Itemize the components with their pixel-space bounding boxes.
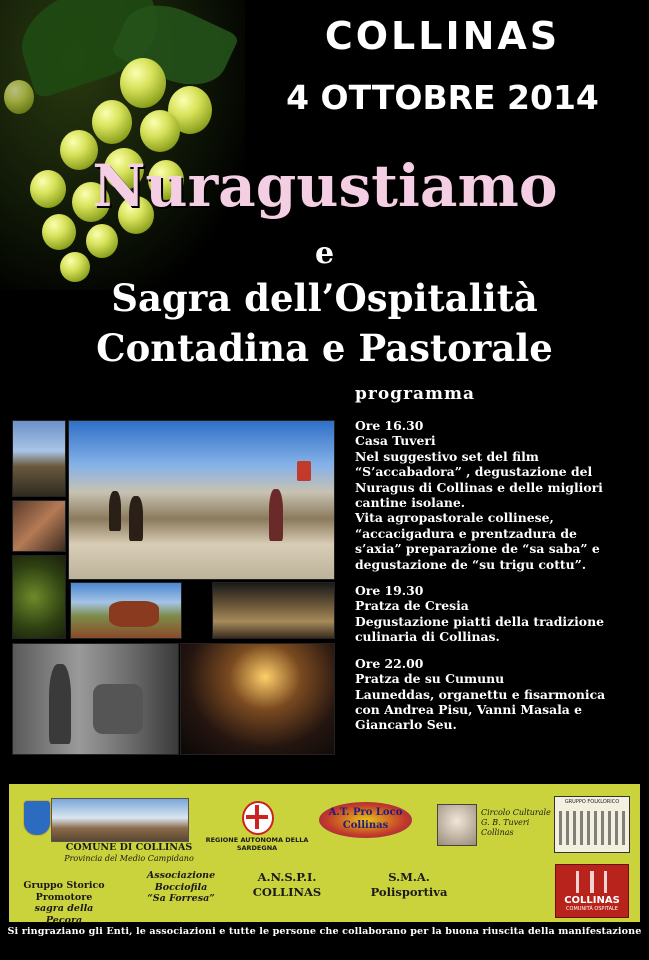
oxen-photo xyxy=(70,582,182,639)
program-schedule xyxy=(355,418,637,744)
program-item xyxy=(355,418,637,572)
gruppo-storico-line: Promotore xyxy=(35,891,93,903)
town-view-logo xyxy=(51,798,189,842)
program-line: Launeddas, organettu e fisarmonica xyxy=(355,686,606,702)
regione-name: REGIONE AUTONOMA DELLA SARDEGNA xyxy=(205,836,309,852)
program-item xyxy=(355,583,637,645)
event-subtitle-line2: Contadina e Pastorale xyxy=(96,326,553,370)
proloco-line2: Collinas xyxy=(342,820,389,831)
event-subtitle-line1: Sagra dell’Ospitalità xyxy=(111,276,538,320)
anspi-line: A.N.S.P.I. xyxy=(257,870,317,884)
event-title: Nuragustiamo xyxy=(92,152,558,220)
gruppo-storico-line: Gruppo Storico xyxy=(23,880,105,891)
dancers-icon xyxy=(559,811,625,845)
pergola-photo xyxy=(12,500,66,552)
thanks-footer: Si ringraziano gli Enti, le associazioni e tutte le persone che collaborano per la buona riuscita della manifestazione xyxy=(7,926,642,937)
program-line: s’axia” preparazione de “sa saba” e xyxy=(355,541,600,557)
night-festival-photo xyxy=(180,643,335,755)
program-time: Ore 22.00 xyxy=(355,655,424,671)
bocciofila-label xyxy=(131,870,231,905)
sponsor-band xyxy=(9,784,640,926)
sma-line: Polisportiva xyxy=(370,885,448,899)
gruppo-storico-line: sagra della Pecora xyxy=(34,903,94,926)
proloco-logo xyxy=(319,802,412,838)
program-line: Degustazione piatti della tradizione xyxy=(355,613,604,629)
collinas-comunita-logo xyxy=(555,864,629,918)
anspi-line: COLLINAS xyxy=(252,885,322,899)
program-line: Nuragus di Collinas e delle migliori xyxy=(355,479,603,495)
bocciofila-line: Associazione xyxy=(146,870,216,881)
gruppo-folk-logo xyxy=(554,796,630,853)
program-item xyxy=(355,656,637,733)
program-line: “S’accabadora” , degustazione del xyxy=(355,464,593,480)
event-date: 4 OTTOBRE 2014 xyxy=(286,78,599,117)
film-set-village-photo xyxy=(68,420,335,580)
program-line: Giancarlo Seu. xyxy=(355,717,457,733)
vintage-winemaking-photo xyxy=(12,643,179,755)
grape-harvest-photo xyxy=(12,555,66,639)
program-line: culinaria di Collinas. xyxy=(355,629,500,645)
program-line: Nel suggestivo set del film xyxy=(355,448,539,464)
bocciofila-line: “Sa Forresa” xyxy=(147,893,215,904)
towers-icon xyxy=(570,871,614,893)
town-title: COLLINAS xyxy=(324,14,561,58)
program-place: Pratza de Cresia xyxy=(355,598,469,614)
sma-line: S.M.A. xyxy=(388,870,430,884)
village-cart-photo xyxy=(12,420,66,497)
market-stalls-photo xyxy=(212,582,335,639)
program-place: Casa Tuveri xyxy=(355,433,436,449)
anspi-label xyxy=(239,870,335,900)
collinas-logo-name: COLLINAS xyxy=(564,895,620,906)
circolo-line1: Circolo Culturale xyxy=(481,808,551,817)
title-conjunction: e xyxy=(314,236,335,271)
program-line: Vita agropastorale collinese, xyxy=(355,510,554,526)
gruppo-storico-label xyxy=(15,880,113,926)
program-line: cantine isolane. xyxy=(355,495,466,511)
program-line: con Andrea Pisu, Vanni Masala e xyxy=(355,701,583,717)
program-place: Pratza de su Cumunu xyxy=(355,671,505,687)
comune-name: COMUNE DI COLLINAS xyxy=(65,842,193,853)
proloco-line1: A.T. Pro Loco xyxy=(328,807,403,818)
program-line: degustazione de “su trigu cottu”. xyxy=(355,556,587,572)
circolo-line3: Collinas xyxy=(481,828,514,837)
comune-province: Provincia del Medio Campidano xyxy=(64,854,194,863)
program-time: Ore 16.30 xyxy=(355,418,424,433)
regione-emblem-icon xyxy=(242,801,274,835)
comune-crest-icon xyxy=(23,800,51,836)
program-time: Ore 19.30 xyxy=(355,583,424,599)
program-line: “accacigadura e prentzadura de xyxy=(355,525,577,541)
programma-heading: programma xyxy=(355,384,476,404)
sma-label xyxy=(361,870,457,900)
gruppo-folk-label: GRUPPO FOLKLORICO xyxy=(564,799,620,805)
bocciofila-line: Bocciofila xyxy=(154,881,208,893)
circolo-line2: G. B. Tuveri xyxy=(481,818,530,827)
tuveri-portrait xyxy=(437,804,477,846)
collinas-logo-sub: COMUNITÀ OSPITALE xyxy=(566,906,618,912)
